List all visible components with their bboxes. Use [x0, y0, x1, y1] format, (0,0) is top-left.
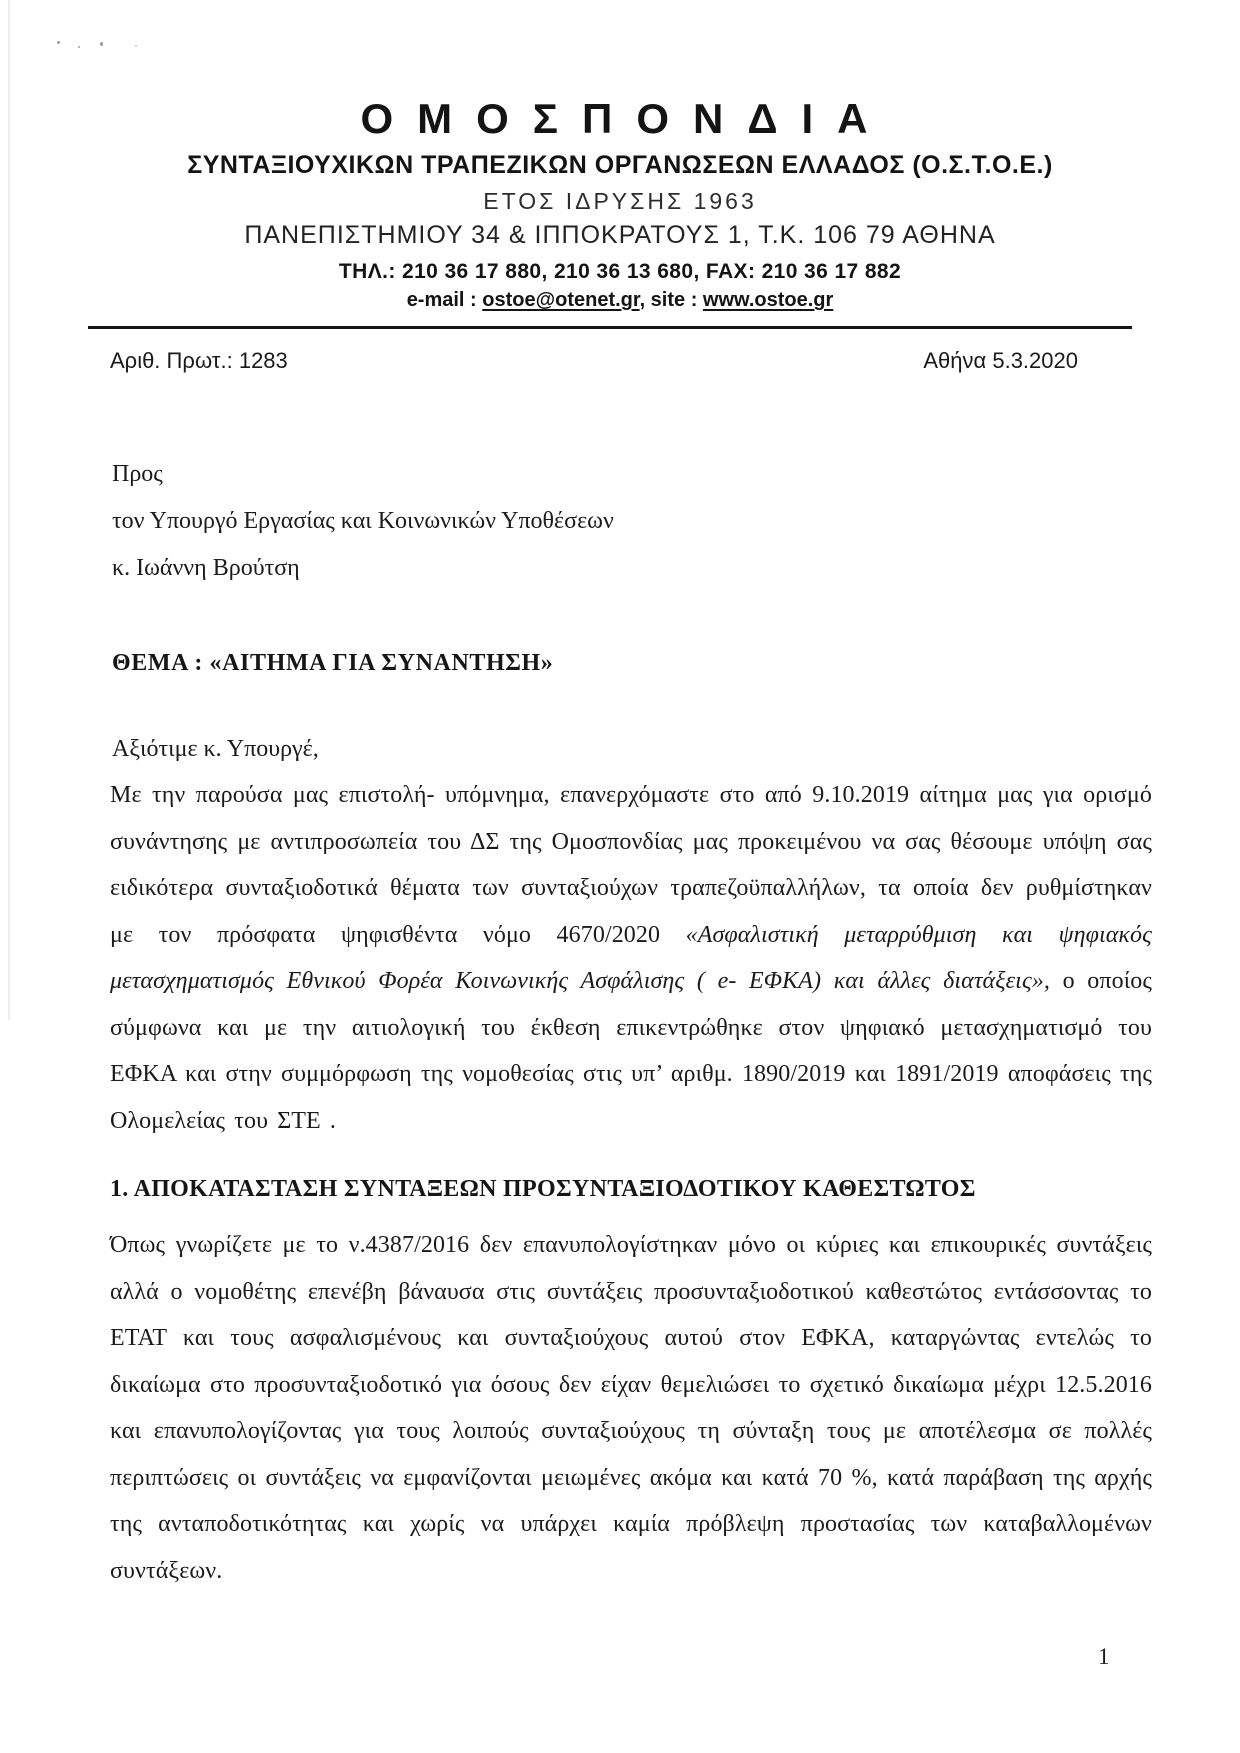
salutation: Αξιότιμε κ. Υπουργέ,	[112, 736, 319, 762]
organization-title: ΟΜΟΣΠΟΝΔΙΑ	[360, 95, 892, 142]
section-1-heading: 1. ΑΠΟΚΑΤΑΣΤΑΣΗ ΣΥΝΤΑΞΕΩΝ ΠΡΟΣΥΝΤΑΞΙΟΔΟΤΙΚΟΥ ΚΑΘΕΣΤΩΤΟΣ	[110, 1176, 976, 1202]
scan-speck	[135, 45, 137, 47]
organization-phone-fax: ΤΗΛ.: 210 36 17 880, 210 36 13 680, FAX: 210 36 17 882	[338, 260, 902, 284]
organization-contact-line	[100, 289, 1140, 312]
paragraph-1-text-start: Με την παρούσα μας επιστολή- υπόμνημα, επανερχόμαστε στο από 9.10.2019 αίτημα μας για ορισμό συνάντησης με αντιπροσωπεία του ΔΣ της Ομοσπονδίας μας προκειμένου να σας θέσουμε υπόψη σας ειδικότερα συνταξιοδοτικά θέματα των συνταξιούχων τραπεζοϋπαλλήλων, τα οποία δεν ρυθμίστηκαν με τον πρόσφατα ψηφισθέντα νόμο 4670/2020	[110, 782, 1152, 948]
paragraph-1-text-end: ο οποίος σύμφωνα και με την αιτιολογική του έκθεση επικεντρώθηκε στον ψηφιακό μετασχηματισμό του ΕΦΚΑ και στην συμμόρφωση της νομοθεσίας στις υπ’ αριθμ. 1890/2019 και 1891/2019 αποφάσεις της Ολομελείας του ΣΤΕ .	[110, 968, 1152, 1134]
website-address: www.ostoe.gr	[702, 289, 834, 312]
email-label: e-mail :	[406, 289, 483, 312]
site-label: , site :	[639, 289, 703, 312]
letterhead	[100, 96, 1140, 312]
page-number: 1	[1098, 1644, 1110, 1669]
organization-subtitle: ΣΥΝΤΑΞΙΟΥΧΙΚΩΝ ΤΡΑΠΕΖΙΚΩΝ ΟΡΓΑΝΩΣΕΩΝ ΕΛΛΑΔΟΣ (Ο.Σ.Τ.Ο.Ε.)	[187, 151, 1053, 180]
scan-speck	[78, 46, 80, 48]
law-title-italic: «Ασφαλιστική μεταρρύθμιση και ψηφιακός μετασχηματισμός Εθνικού Φορέα Κοινωνικής Ασφάλισης ( e- ΕΦΚΑ) και άλλες διατάξεις»,	[110, 921, 1152, 994]
scan-edge-line	[8, 0, 10, 1020]
recipient-block	[112, 462, 614, 603]
body-paragraph-1	[110, 772, 1152, 1144]
subject-line: ΘΕΜΑ : «ΑΙΤΗΜΑ ΓΙΑ ΣΥΝΑΝΤΗΣΗ»	[112, 650, 554, 676]
email-address: ostoe@otenet.gr	[482, 289, 640, 312]
scan-speck	[100, 42, 103, 46]
place-and-date: Αθήνα 5.3.2020	[923, 348, 1078, 373]
protocol-number: Αριθ. Πρωτ.: 1283	[110, 348, 288, 373]
reference-row	[110, 348, 1078, 374]
recipient-name: κ. Ιωάννη Βρούτση	[112, 555, 300, 581]
organization-founding-year: ΕΤΟΣ ΙΔΡΥΣΗΣ 1963	[483, 188, 757, 215]
body-paragraph-2: Όπως γνωρίζετε με το ν.4387/2016 δεν επανυπολογίστηκαν μόνο οι κύριες και επικουρικές συντάξεις αλλά ο νομοθέτης επενέβη βάναυσα στις συντάξεις προσυνταξιοδοτικού καθεστώτος εντάσσοντας το ΕΤΑΤ και τους ασφαλισμένους και συνταξιούχους αυτού στον ΕΦΚΑ, καταργώντας εντελώς το δικαίωμα στο προσυνταξιοδοτικό για όσους δεν είχαν θεμελιώσει το σχετικό δικαίωμα μέχρι 12.5.2016 και επανυπολογίζοντας για τους λοιπούς συνταξιούχους τη σύνταξη τους με αποτέλεσμα σε πολλές περιπτώσεις οι συντάξεις να εμφανίζονται μειωμένες ακόμα και κατά 70 %, κατά παράβαση της αρχής της ανταποδοτικότητας και χωρίς να υπάρχει καμία πρόβλεψη προστασίας των καταβαλλομένων συντάξεων.	[110, 1232, 1152, 1584]
scan-speck	[57, 41, 60, 44]
recipient-pros: Προς	[112, 461, 163, 487]
organization-address: ΠΑΝΕΠΙΣΤΗΜΙΟΥ 34 & ΙΠΠΟΚΡΑΤΟΥΣ 1, Τ.Κ. 106 79 ΑΘΗΝΑ	[244, 221, 996, 250]
letterhead-divider-line	[88, 326, 1132, 329]
recipient-minister: τον Υπουργό Εργασίας και Κοινωνικών Υποθέσεων	[112, 508, 614, 534]
